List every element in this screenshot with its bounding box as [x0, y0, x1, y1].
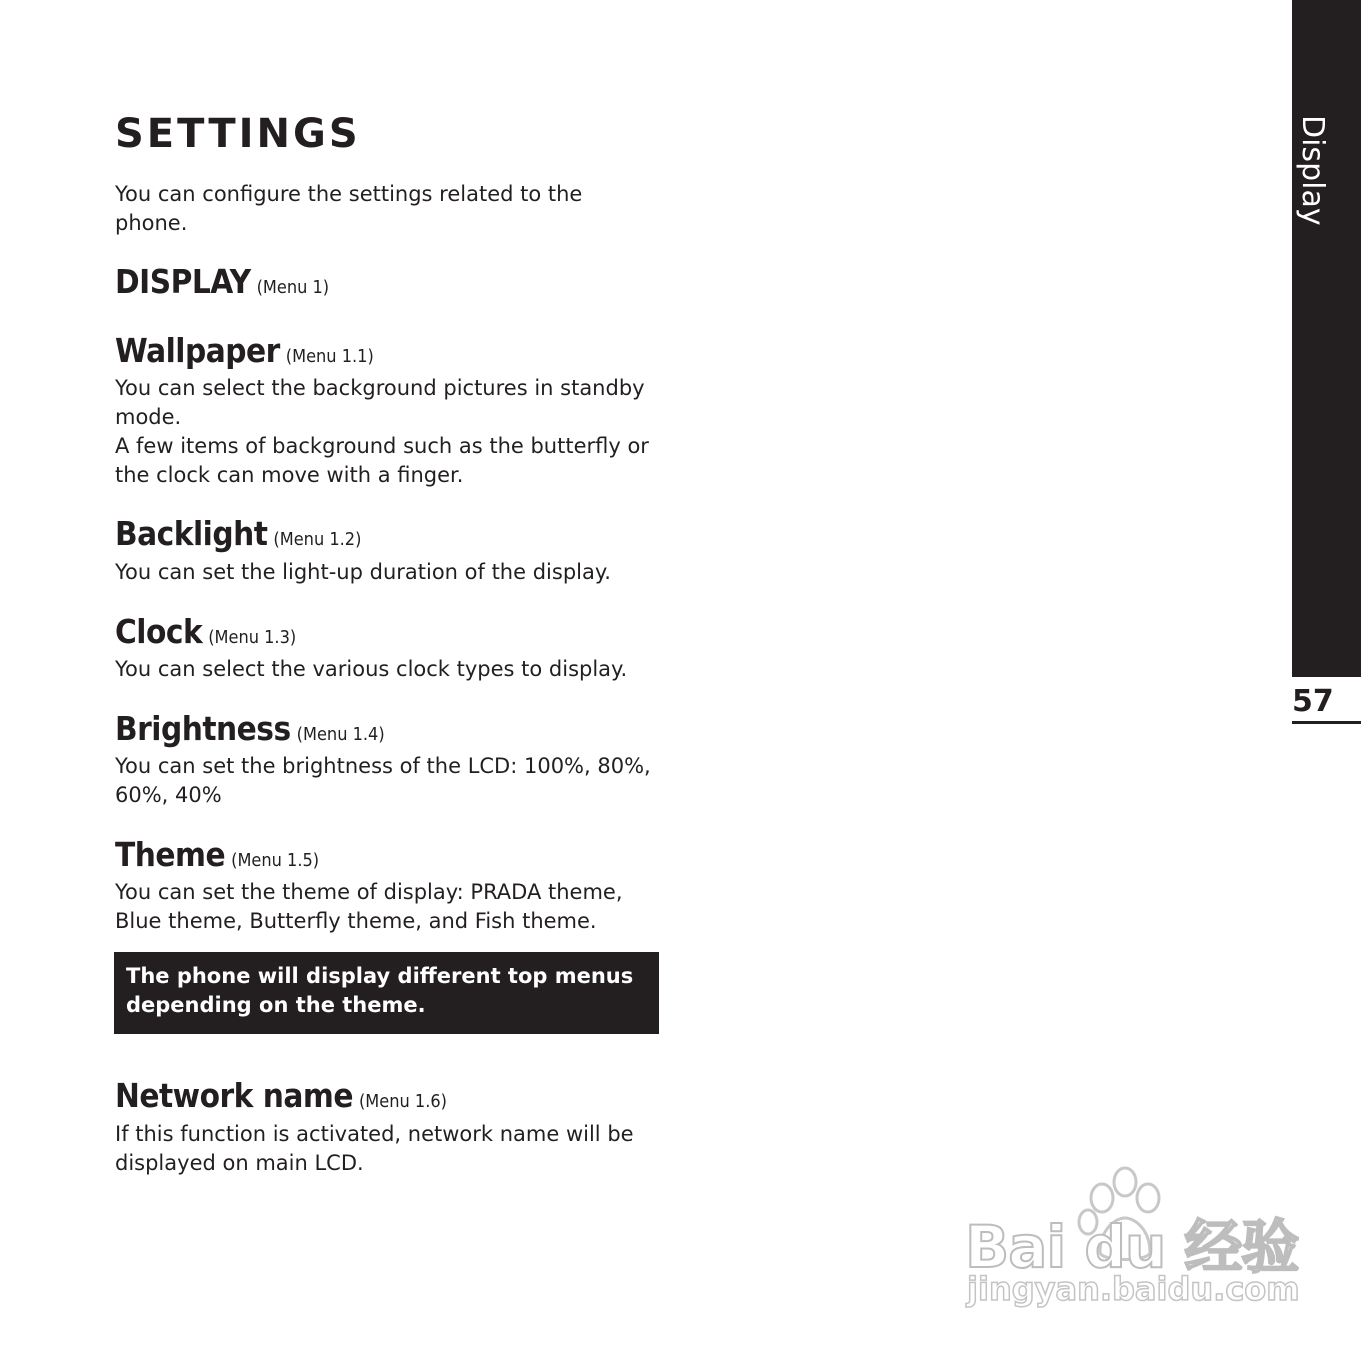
menu-reference: (Menu 1.4) [296, 724, 385, 745]
watermark-brand: Bai du 经验 [965, 1213, 1299, 1281]
menu-reference: (Menu 1.1) [285, 346, 374, 367]
theme-text: You can set the theme of display: PRADA theme, Blue theme, Butterfly theme, and Fish theme. [115, 880, 623, 933]
item-title: Wallpaper [115, 331, 280, 370]
page-number-rule [1292, 721, 1361, 724]
wallpaper-text: You can select the background pictures in standby mode. [115, 376, 645, 429]
heading-theme [115, 835, 319, 881]
wallpaper-text-2: A few items of background such as the butterfly or the clock can move with a finger. [115, 434, 649, 487]
item-title: Clock [115, 612, 203, 651]
item-title: Brightness [115, 709, 291, 748]
heading-clock [115, 612, 296, 658]
menu-reference: (Menu 1.5) [231, 850, 320, 871]
section-heading-display [115, 262, 329, 308]
baidu-watermark [965, 1160, 1300, 1310]
heading-network-name [115, 1076, 447, 1122]
chapter-tab-label: Display [1295, 115, 1330, 226]
theme-note-box: The phone will display different top menus depending on the theme. [114, 952, 659, 1034]
brightness-text: You can set the brightness of the LCD: 100%, 80%, 60%, 40% [115, 754, 651, 807]
item-title: Network name [115, 1076, 353, 1115]
item-title: Theme [115, 835, 226, 874]
heading-wallpaper [115, 331, 374, 377]
intro-text: You can configure the settings related to the phone. [115, 182, 583, 235]
item-title: Backlight [115, 514, 268, 553]
network-name-text: If this function is activated, network name will be displayed on main LCD. [115, 1122, 634, 1175]
backlight-text: You can set the light-up duration of the display. [115, 560, 611, 584]
heading-brightness [115, 709, 385, 755]
watermark-url: jingyan.baidu.com [967, 1270, 1300, 1308]
section-title: DISPLAY [115, 262, 251, 301]
page-title: SETTINGS [115, 111, 361, 157]
chapter-side-tab [1292, 0, 1361, 677]
menu-reference: (Menu 1.3) [208, 627, 297, 648]
heading-backlight [115, 514, 361, 560]
menu-reference: (Menu 1) [256, 277, 330, 298]
menu-reference: (Menu 1.2) [273, 529, 362, 550]
menu-reference: (Menu 1.6) [358, 1091, 447, 1112]
clock-text: You can select the various clock types to display. [115, 657, 628, 681]
page-number: 57 [1292, 684, 1334, 719]
